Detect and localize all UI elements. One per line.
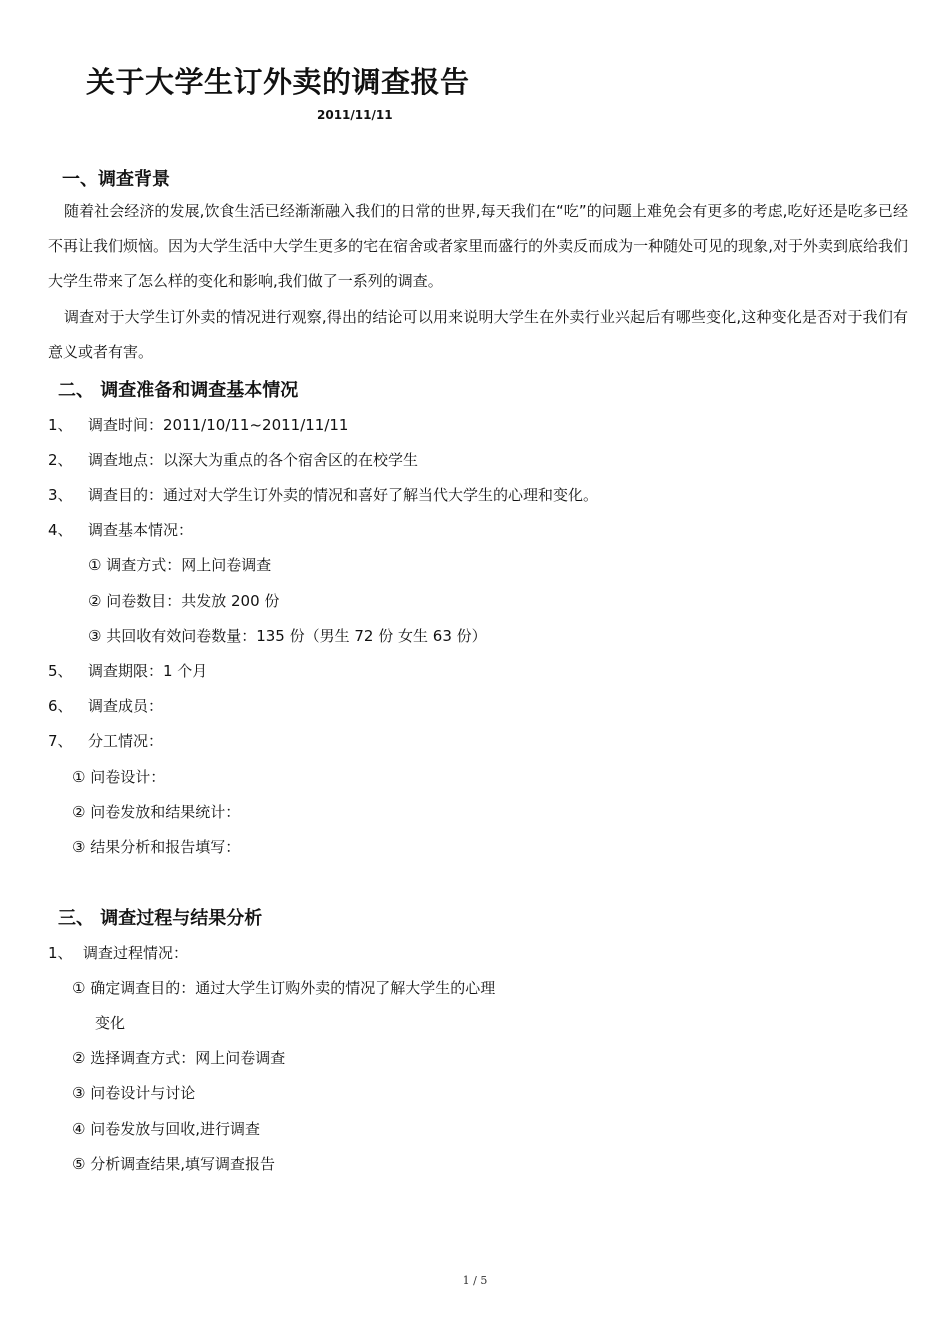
section-heading-background: 一、调查背景 [62,169,170,190]
process-step-continuation: 变化 [95,1014,126,1032]
background-paragraph-1: 随着社会经济的发展,饮食生活已经渐渐融入我们的日常的世界,每天我们在“吃”的问题上难免会有更多的考虑,吃好还是吃多已经不再让我们烦恼。因为大学生活中大学生更多的宅在宿舍或者家里而盛行的外卖反而成为一种随处可见的现象,对于外卖到底给我们大学生带来了怎么样的变化和影响,我们做了一系列的调查。 [48,202,908,290]
list-item-number: 2、 [48,451,73,469]
list-item [48,695,163,716]
list-item-number: 5、 [48,662,73,680]
process-step: ⑤ 分析调查结果,填写调查报告 [72,1155,275,1173]
list-item [48,449,418,470]
list-item [48,484,598,505]
list-item-text: 分工情况： [88,732,164,750]
list-item-text: 调查期限：1 个月 [88,662,208,680]
list-item-text: 调查成员： [88,697,164,715]
background-paragraph-2: 调查对于大学生订外卖的情况进行观察,得出的结论可以用来说明大学生在外卖行业兴起后有哪些变化,这种变化是否对于我们有意义或者有害。 [48,308,908,361]
section-heading-preparation: 二、 调查准备和调查基本情况 [58,380,299,401]
list-item [48,942,188,963]
list-item-text: 调查过程情况： [83,944,189,962]
list-item [48,660,207,681]
list-item-number: 1、 [48,416,73,434]
list-item-number: 4、 [48,521,73,539]
list-item-text: 调查基本情况： [88,521,194,539]
process-step: ② 选择调查方式：网上问卷调查 [72,1049,286,1067]
sub-item: ① 调查方式：网上问卷调查 [88,556,272,574]
list-item-text: 调查时间：2011/10/11~2011/11/11 [88,416,349,434]
sub-item: ② 问卷发放和结果统计： [72,803,241,821]
sub-item: ③ 共回收有效问卷数量：135 份（男生 72 份 女生 63 份） [88,627,487,645]
list-item [48,519,193,540]
report-date: 2011/11/11 [317,108,393,122]
report-title: 关于大学生订外卖的调查报告 [86,65,470,99]
process-step: ④ 问卷发放与回收,进行调查 [72,1120,260,1138]
process-step: ③ 问卷设计与讨论 [72,1084,196,1102]
sub-item: ③ 结果分析和报告填写： [72,838,241,856]
process-step: ① 确定调查目的：通过大学生订购外卖的情况了解大学生的心理 [72,979,496,997]
page-number: 1 / 5 [462,1274,488,1287]
list-item-number: 6、 [48,697,73,715]
list-item-number: 7、 [48,732,73,750]
section-heading-process: 三、 调查过程与结果分析 [58,908,263,929]
list-item-text: 调查目的：通过对大学生订外卖的情况和喜好了解当代大学生的心理和变化。 [88,486,599,504]
list-item-number: 3、 [48,486,73,504]
list-item-text: 调查地点：以深大为重点的各个宿舍区的在校学生 [88,451,419,469]
list-item [48,414,348,435]
list-item-number: 1、 [48,944,73,962]
list-item [48,730,163,751]
sub-item: ② 问卷数目：共发放 200 份 [88,592,280,610]
sub-item: ① 问卷设计： [72,768,166,786]
